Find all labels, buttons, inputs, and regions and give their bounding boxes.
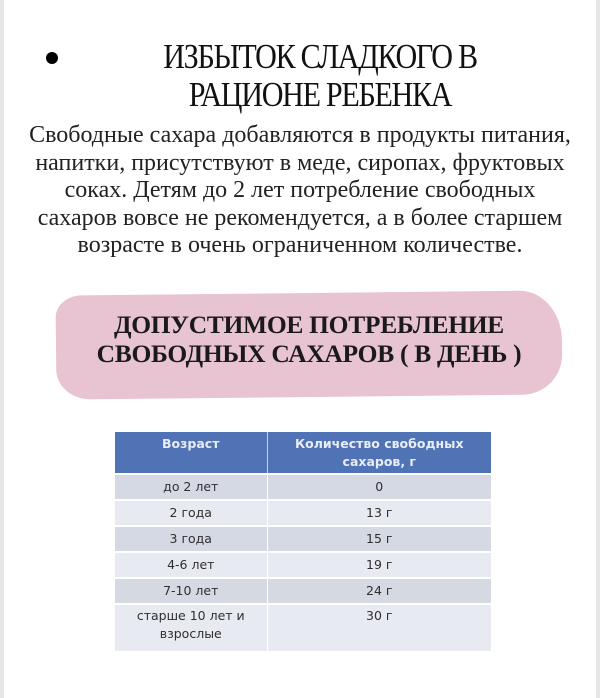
- cell-amount: 30 г: [267, 604, 491, 651]
- cell-amount: 24 г: [267, 578, 491, 604]
- cell-amount: 15 г: [267, 526, 491, 552]
- cell-age: до 2 лет: [115, 474, 267, 500]
- table-row: [115, 526, 491, 552]
- table-header-row: [115, 432, 491, 474]
- table-row: [115, 552, 491, 578]
- table-row: [115, 500, 491, 526]
- table-row: [115, 474, 491, 500]
- cell-age: 7-10 лет: [115, 578, 267, 604]
- section-heading: ДОПУСТИМОЕ ПОТРЕБЛЕНИЕ СВОБОДНЫХ САХАРОВ ( В ДЕНЬ ): [96, 310, 522, 368]
- cell-amount: 0: [267, 474, 491, 500]
- bullet-icon: [46, 52, 58, 64]
- table-row: [115, 578, 491, 604]
- page-title: ИЗБЫТОК СЛАДКОГО В РАЦИОНЕ РЕБЕНКА: [163, 37, 477, 114]
- cell-amount: 13 г: [267, 500, 491, 526]
- cell-age: старше 10 лет и взрослые: [115, 604, 267, 651]
- sugar-intake-table: [115, 432, 491, 651]
- cell-age: 2 года: [115, 500, 267, 526]
- column-header-amount: Количество свободных сахаров, г: [267, 432, 491, 474]
- cell-amount: 19 г: [267, 552, 491, 578]
- table-row: [115, 604, 491, 651]
- column-header-age: Возраст: [115, 432, 267, 474]
- intro-paragraph: Свободные сахара добавляются в продукты питания, напитки, присутствуют в меде, сиропах, фруктовых соках. Детям до 2 лет потребление свободных сахаров вовсе не рекомендуется, а в более старшем возрасте в очень ограниченном количестве.: [29, 122, 571, 258]
- page: [4, 0, 596, 698]
- title-row: [4, 38, 596, 118]
- cell-age: 4-6 лет: [115, 552, 267, 578]
- cell-age: 3 года: [115, 526, 267, 552]
